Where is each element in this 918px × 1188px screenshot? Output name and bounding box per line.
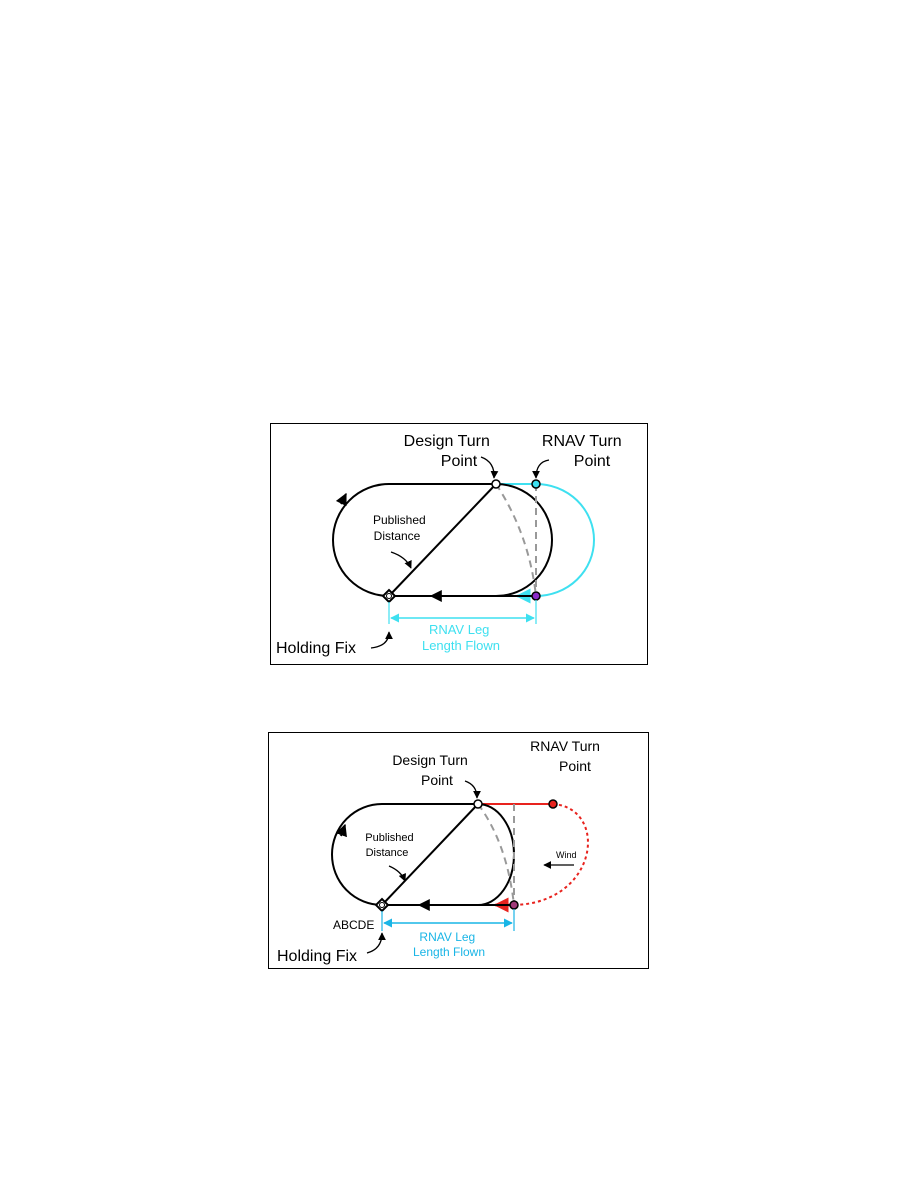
- rnav-turn-callout: [536, 460, 549, 478]
- rnav-turn-arc: [536, 484, 594, 596]
- design-turn-point-label: Design Turn Point: [403, 433, 490, 470]
- published-distance-label: Published Distance: [365, 832, 414, 859]
- holding-racetrack: [332, 804, 514, 905]
- holding-fix-callout: [367, 933, 382, 953]
- design-turn-callout: [465, 781, 477, 798]
- published-distance-arc: [478, 804, 514, 905]
- holding-fix-callout: [371, 632, 389, 648]
- rnav-leg-label: RNAV Leg Length Flown: [412, 930, 486, 959]
- published-distance-arc: [496, 484, 536, 596]
- design-turn-point-marker: [492, 480, 500, 488]
- rnav-turn-point-marker: [532, 480, 540, 488]
- rnav-inbound-marker: [510, 901, 518, 909]
- wind-label: Wind: [556, 850, 577, 860]
- holding-pattern-diagram-wind: [269, 733, 650, 970]
- published-distance-callout: [389, 866, 405, 881]
- rnav-turn-point-label: RNAV Turn Point: [530, 738, 600, 774]
- holding-fix-label: Holding Fix: [276, 640, 357, 657]
- rnav-turn-point-label: RNAV Turn Point: [541, 433, 622, 470]
- published-distance-callout: [391, 552, 411, 568]
- rnav-turn-arc-dotted: [514, 804, 588, 905]
- holding-pattern-figure-wind: [268, 732, 649, 969]
- design-turn-callout: [481, 457, 494, 478]
- rnav-inbound-marker: [532, 592, 540, 600]
- design-turn-point-marker: [474, 800, 482, 808]
- fix-name-label: ABCDE: [333, 918, 375, 932]
- design-turn-point-label: Design Turn Point: [392, 752, 468, 788]
- holding-fix-label: Holding Fix: [277, 948, 358, 965]
- rnav-turn-point-marker: [549, 800, 557, 808]
- outbound-turn: [478, 804, 514, 905]
- holding-racetrack: [333, 484, 536, 596]
- direction-arrow-left: [341, 825, 345, 836]
- holding-pattern-figure-standard: [270, 423, 648, 665]
- published-distance-label: Published Distance: [372, 513, 426, 543]
- rnav-leg-label: RNAV Leg Length Flown: [421, 622, 501, 653]
- holding-pattern-diagram: [271, 424, 649, 666]
- direction-arrow-left: [341, 494, 346, 504]
